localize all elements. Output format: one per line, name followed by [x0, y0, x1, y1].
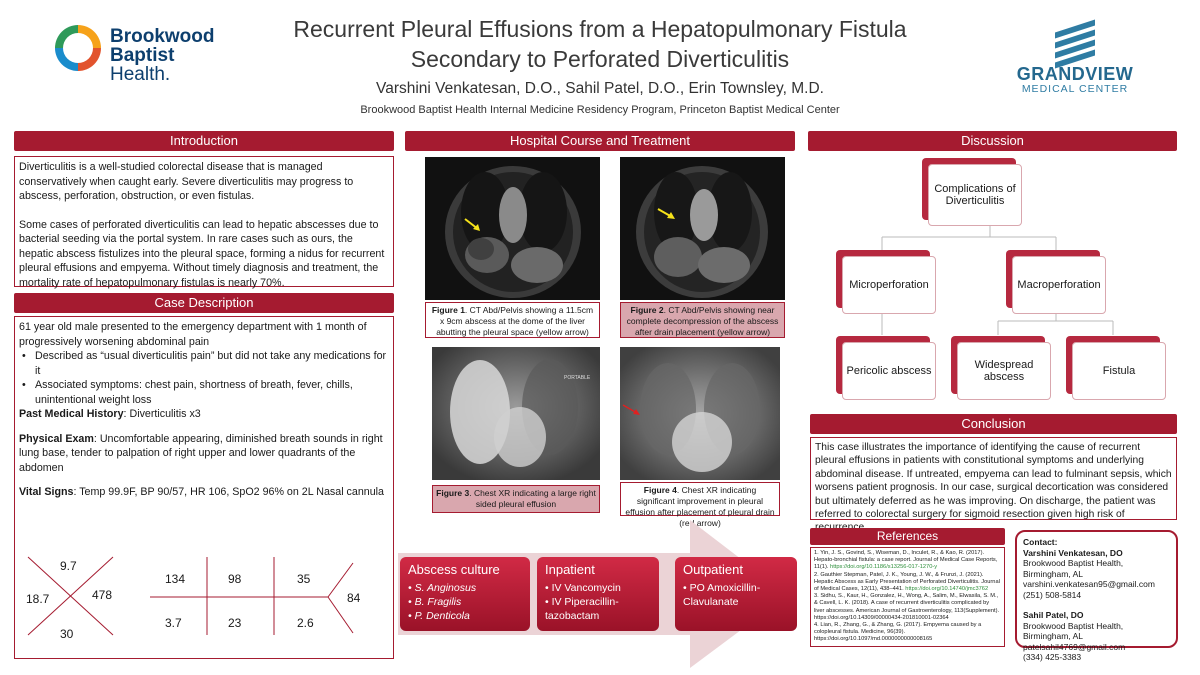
- contact-name-2: Sahil Patel, DO: [1023, 610, 1084, 620]
- logo-word-1: Brookwood: [110, 26, 215, 47]
- fig1-text: . CT Abd/Pelvis showing a 11.5cm x 9cm abscess at the dome of the liver abutting the pleural space (yellow arrow): [436, 305, 594, 337]
- references-heading: References: [810, 528, 1005, 545]
- fig4-text: . Chest XR indicating significant improvement in pleural effusion after placement of pleural drain (red arrow): [625, 485, 775, 528]
- brookwood-logo: [55, 25, 235, 90]
- fig1-label: Figure 1: [431, 305, 465, 315]
- pmh: [19, 407, 389, 422]
- fig4-label: Figure 4: [643, 485, 677, 495]
- xr-portable-marker: PORTABLE: [564, 375, 591, 381]
- exam-value: : Uncomfortable appearing, diminished breath sounds in right lung base, tender to palpation of right upper and lower quadrants of the abdomen: [19, 432, 383, 474]
- conclusion-body: This case illustrates the importance of identifying the cause of recurrent pleural effusions in patients with constitutional symptoms and underlying abdominal disease. If untreated, empyema can lead to fulminant sepsis, which worsens patient prognosis. In our case, surgical decortication was considered but ultimately deferred as he was improving. On discharge, the patient was referred to colorectal surgery for sigmoid resection given high risk of: [810, 437, 1177, 520]
- case-heading: Case Description: [14, 293, 394, 313]
- contact-org-2: Brookwood Baptist Health, Birmingham, AL: [1023, 620, 1124, 641]
- node-fistula: Fistula: [1072, 342, 1166, 400]
- grandview-logo: [1000, 22, 1150, 102]
- outpatient-title: Outpatient: [683, 562, 743, 577]
- lab-wbc: 18.7: [26, 592, 50, 606]
- treatment-timeline: [398, 520, 798, 670]
- pmh-label: Past Medical History: [19, 408, 124, 420]
- exam-label: Physical Exam: [19, 432, 94, 445]
- lab-bun: 35: [297, 572, 311, 586]
- intro-paragraph-1: Diverticulitis is a well-studied colorectal disease that is managed conservatively when caught early. Severe diverticulitis may progress to abscess, perforation, obstruction, or even fistulas.: [19, 161, 354, 202]
- lab-cr: 2.6: [297, 616, 314, 630]
- logo-word-3: Health.: [110, 64, 171, 85]
- reference-3: 3. Sidhu, S., Kaur, H., Gonzalez, H., Wong, A., Salim, M., Elwasila, S. M., & Cavell, L. K. (2018). A case of recurrent diverticulitis complicated by liver abscesses. American Journal of Gastroenterology, 113(Supplement). https://doi.org/10.14309/00000434-201810001-02364: [814, 593, 1000, 621]
- figure-2-caption: [620, 302, 785, 338]
- lab-glucose: 84: [347, 591, 361, 605]
- node-pericolic-abscess: Pericolic abscess: [842, 342, 936, 400]
- lab-plt: 478: [92, 588, 113, 602]
- reference-2-link[interactable]: https://doi.org/10.14740/jmc3762: [905, 586, 989, 593]
- poster-title: [250, 14, 950, 74]
- case-bullets: [33, 349, 389, 407]
- timeline-card-culture: [400, 557, 530, 631]
- outpatient-item: • PO Amoxicillin-Clavulanate: [683, 582, 761, 608]
- contact-phone-2: (334) 425-3383: [1023, 652, 1082, 662]
- figure-4-caption: [620, 482, 780, 528]
- discussion-heading: Discussion: [808, 131, 1177, 151]
- figure-2-ct-image: [620, 157, 785, 300]
- introduction-body: [14, 156, 394, 287]
- inpatient-title: Inpatient: [545, 562, 595, 577]
- contact-name-1: Varshini Venkatesan, DO: [1023, 547, 1123, 558]
- contact-box: [1015, 530, 1178, 662]
- node-microperforation: Microperforation: [842, 256, 936, 314]
- vitals-value: : Temp 99.9F, BP 90/57, HR 106, SpO2 96% on 2L Nasal cannula: [73, 486, 384, 498]
- brookwood-ring-icon: [55, 25, 101, 71]
- node-widespread-abscess: Widespread abscess: [957, 342, 1051, 400]
- vital-signs: [19, 485, 389, 500]
- figure-3-caption: [432, 485, 600, 513]
- lab-diagrams: [18, 555, 388, 655]
- reference-1-link[interactable]: https://doi.org/10.1186/s13256-017-1270-y: [830, 564, 938, 571]
- culture-item: • S. Anginosus: [408, 582, 477, 594]
- lab-co2: 23: [228, 616, 242, 630]
- reference-2: 2. Gauthier Stepman, Patel, J. K., Young, J. W., & Frunzi, J. (2021). Hepatic Abscess as Early Presentation of Perforated Diverticulitis. Journal of Medical Cases, 12(11), 438–441. https://doi.org/10.14740/jmc3762: [814, 571, 1000, 593]
- figure-1-ct-image: [425, 157, 600, 300]
- culture-item: • B. Fragilis: [408, 596, 462, 608]
- chest-xray-2: [620, 347, 780, 480]
- figure-4-xray-image: [620, 347, 780, 480]
- grandview-sub: MEDICAL CENTER: [1021, 83, 1129, 95]
- timeline-card-inpatient: [537, 557, 659, 631]
- fig2-label: Figure 2: [630, 305, 664, 315]
- physical-exam: [19, 432, 389, 476]
- conclusion-heading: Conclusion: [810, 414, 1177, 434]
- pmh-value: : Diverticulitis x3: [123, 408, 201, 420]
- logo-word-2: Baptist: [110, 45, 175, 66]
- figure-3-xray-image: [432, 347, 600, 480]
- timeline-card-outpatient: [675, 557, 797, 631]
- lab-hct: 30: [60, 627, 74, 641]
- contact-org-1: Brookwood Baptist Health, Birmingham, AL: [1023, 558, 1124, 579]
- lab-na: 134: [165, 572, 186, 586]
- case-bullet: • Associated symptoms: chest pain, shortness of breath, fever, chills, unintentional weight loss: [33, 378, 389, 407]
- title-line-2: Secondary to Perforated Diverticulitis: [410, 46, 790, 72]
- inpatient-item: • IV Piperacillin-tazobactam: [545, 596, 619, 622]
- reference-4: 4. Lian, R., Zhang, G., & Zhang, G. (2017). Empyema caused by a colopleural fistula. Medicine, 96(39). https://doi.org/10.1097/md.0000000000008165: [814, 622, 982, 643]
- ct-scan-2: [620, 157, 785, 300]
- references-body: [810, 547, 1005, 647]
- intro-paragraph-2: Some cases of perforated diverticulitis can lead to hepatic abscesses due to bacterial seeding via the portal system. In rare cases such as ours, the hepatic abscess fistulizes into the pleural space, forming a nidus for recurrent pleural effusions and empyema. Without timely diagnosis and treatment, the mortality rate of hepatopulmonary fistulas is nearly 70%.: [19, 218, 385, 289]
- authors: Varshini Venkatesan, D.O., Sahil Patel, D.O., Erin Townsley, M.D.: [376, 80, 824, 97]
- ct-scan-1: [425, 157, 600, 300]
- contact-email-2[interactable]: patelsahil4769@gmail.com: [1023, 641, 1126, 652]
- node-macroperforation: Macroperforation: [1012, 256, 1106, 314]
- lab-k: 3.7: [165, 616, 182, 630]
- contact-email-1[interactable]: varshini.venkatesan95@gmail.com: [1023, 579, 1155, 589]
- introduction-heading: Introduction: [14, 131, 394, 151]
- fig3-label: Figure 3: [436, 488, 470, 498]
- grandview-name: GRANDVIEW: [1016, 64, 1134, 84]
- culture-title: Abscess culture: [408, 562, 500, 577]
- chest-xray-1: [432, 347, 600, 480]
- hospital-course-heading: Hospital Course and Treatment: [405, 131, 795, 151]
- culture-item: • P. Denticola: [408, 610, 470, 622]
- contact-heading: Contact:: [1023, 537, 1058, 547]
- lab-hgb: 9.7: [60, 559, 77, 573]
- title-line-1: Recurrent Pleural Effusions from a Hepatopulmonary Fistula: [293, 16, 907, 42]
- case-bullet: • Described as “usual diverticulitis pain” but did not take any medications for it: [33, 349, 389, 378]
- reference-1: 1. Yin, J. S., Govind, S., Wiseman, D., Inculet, R., & Kao, R. (2017). Hepato-bronchial fistula: a case report. Journal of Medical Case Reports, 11(1). https://doi.org/10.1186/s13256-017-1270-y: [814, 550, 998, 571]
- fig3-text: . Chest XR indicating a large right sided pleural effusion: [469, 488, 596, 509]
- inpatient-item: • IV Vancomycin: [545, 582, 621, 594]
- affiliation: Brookwood Baptist Health Internal Medicine Residency Program, Princeton Baptist Medical Center: [360, 104, 840, 116]
- case-presentation: 61 year old male presented to the emergency department with 1 month of progressively worsening abdominal pain: [19, 321, 367, 348]
- contact-phone-1: (251) 508-5814: [1023, 589, 1082, 600]
- lab-cl: 98: [228, 572, 242, 586]
- grandview-mark-icon: [1055, 22, 1095, 64]
- figure-1-caption: [425, 302, 600, 338]
- vitals-label: Vital Signs: [19, 486, 74, 498]
- fig2-text: . CT Abd/Pelvis showing near complete decompression of the abscess after drain placement (yellow arrow): [626, 305, 779, 337]
- node-complications: Complications of Diverticulitis: [928, 164, 1022, 226]
